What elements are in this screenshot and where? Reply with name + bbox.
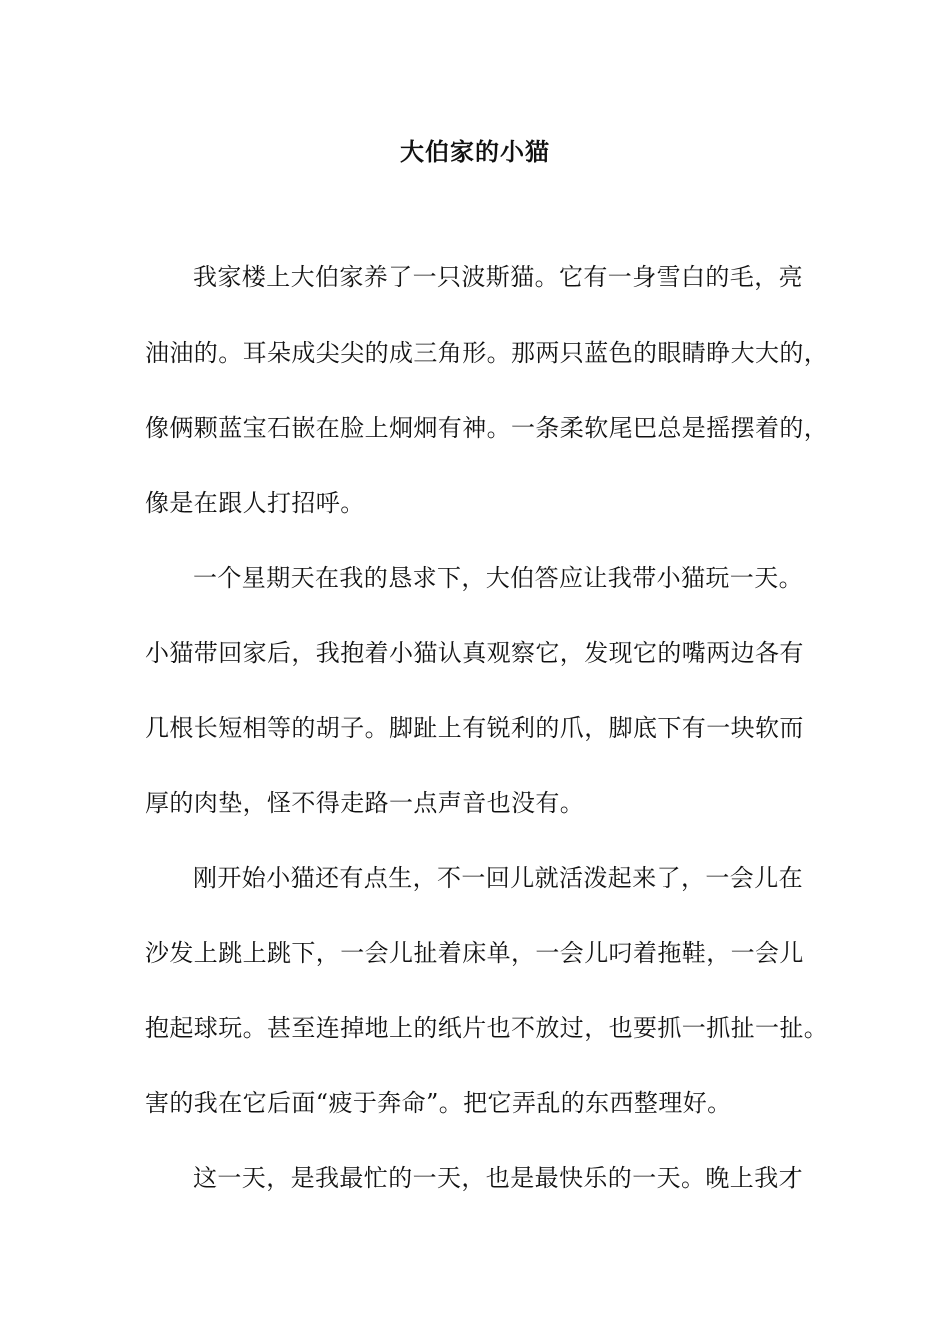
paragraph-3-line-2: 沙发上跳上跳下，一会儿扯着床单，一会儿叼着拖鞋，一会儿 <box>145 939 804 967</box>
paragraph-3-line-3: 抱起球玩。甚至连掉地上的纸片也不放过，也要抓一抓扯一扯。 <box>145 1014 829 1042</box>
paragraph-3-line-4: 害的我在它后面“疲于奔命”。把它弄乱的东西整理好。 <box>145 1089 732 1117</box>
paragraph-3-line-1: 刚开始小猫还有点生，不一回儿就活泼起来了，一会儿在 <box>193 864 803 892</box>
paragraph-2-line-1: 一个星期天在我的恳求下，大伯答应让我带小猫玩一天。 <box>193 564 803 592</box>
document-title: 大伯家的小猫 <box>400 137 550 166</box>
paragraph-1-line-1: 我家楼上大伯家养了一只波斯猫。它有一身雪白的毛，亮 <box>193 263 803 291</box>
paragraph-2-line-2: 小猫带回家后，我抱着小猫认真观察它，发现它的嘴两边各有 <box>145 639 804 667</box>
paragraph-4-line-1: 这一天，是我最忙的一天，也是最快乐的一天。晚上我才 <box>193 1164 803 1192</box>
paragraph-1-line-3: 像俩颗蓝宝石嵌在脸上炯炯有神。一条柔软尾巴总是摇摆着的， <box>145 414 829 442</box>
paragraph-2-line-4: 厚的肉垫，怪不得走路一点声音也没有。 <box>145 789 585 817</box>
paragraph-1-line-2: 油油的。耳朵成尖尖的成三角形。那两只蓝色的眼睛睁大大的， <box>145 339 829 367</box>
paragraph-2-line-3: 几根长短相等的胡子。脚趾上有锐利的爪，脚底下有一块软而 <box>145 714 804 742</box>
paragraph-1-line-4: 像是在跟人打招呼。 <box>145 489 365 517</box>
